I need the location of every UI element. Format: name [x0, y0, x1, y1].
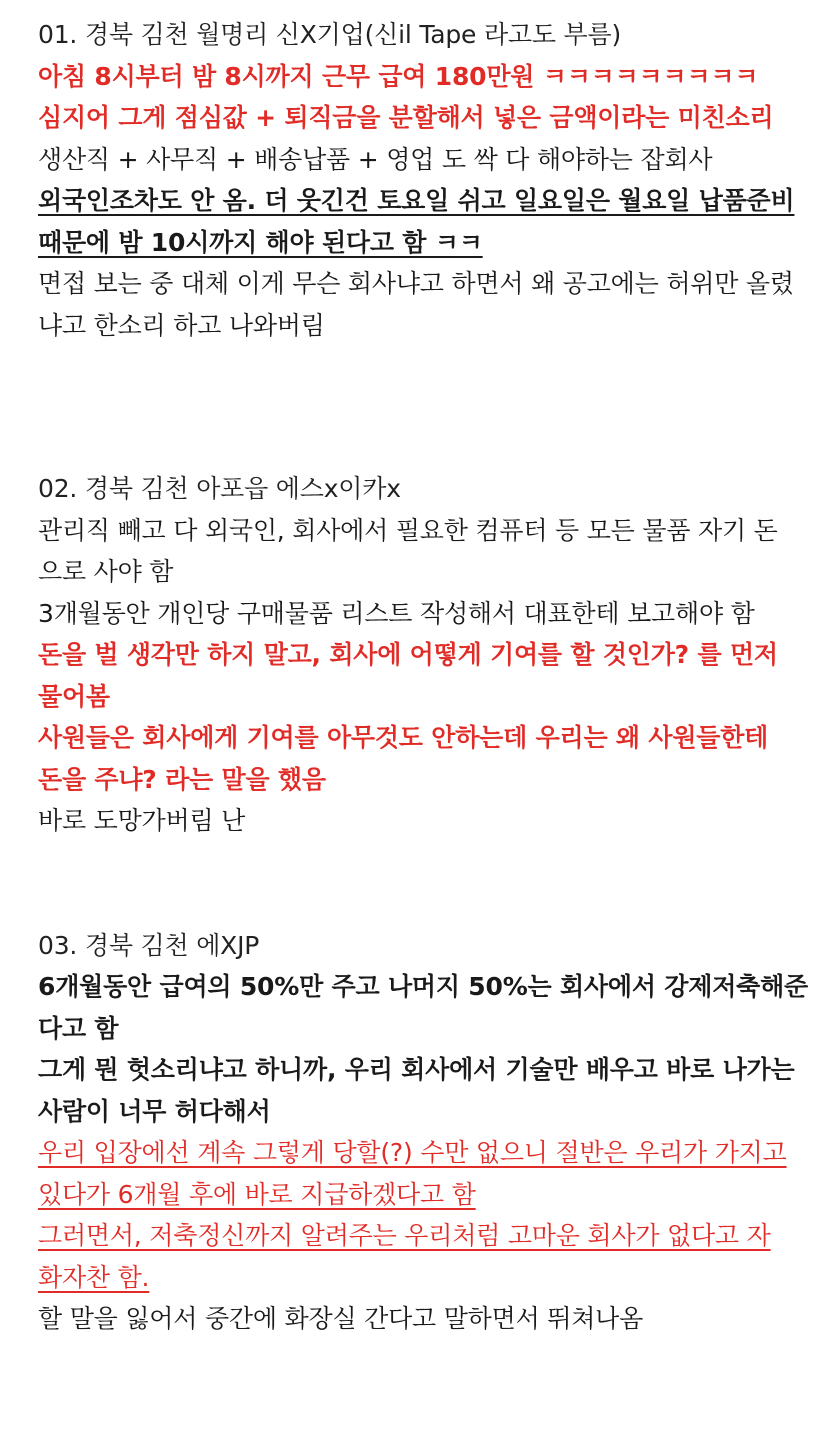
section-02-line: 바로 도망가버림 난: [38, 806, 246, 835]
section-03-line: 사람이 너무 허다해서: [38, 1096, 271, 1126]
section-03-line: 할 말을 잃어서 중간에 화장실 간다고 말하면서 뛰쳐나옴: [38, 1304, 644, 1333]
section-01: [38, 14, 808, 346]
section-02-line: 돈을 주냐? 라는 말을 했음: [38, 764, 326, 794]
section-02-line: 물어봄: [38, 681, 110, 711]
section-03-line: 다고 함: [38, 1013, 119, 1043]
section-02-heading: 02. 경북 김천 아포읍 에스x이카x: [38, 474, 401, 503]
section-01-heading: 01. 경북 김천 월명리 신X기업(신il Tape 라고도 부름): [38, 20, 622, 49]
section-03-line: 6개월동안 급여의 50%만 주고 나머지 50%는 회사에서 강제저축해준: [38, 972, 809, 1001]
section-01-line: 생산직 + 사무직 + 배송납품 + 영업 도 싹 다 해야하는 잡회사: [38, 144, 713, 174]
section-02-line: 관리직 빼고 다 외국인, 회사에서 필요한 컴퓨터 등 모든 물품 자기 돈: [38, 515, 778, 545]
section-03-line: 화자찬 함.: [38, 1262, 150, 1292]
section-03-line: 우리 입장에선 계속 그렇게 당할(?) 수만 없으니 절반은 우리가 가지고: [38, 1138, 787, 1167]
section-02-line: 으로 사야 함: [38, 557, 174, 586]
section-03: [38, 925, 808, 1340]
section-02: [38, 468, 808, 842]
section-01-line: 아침 8시부터 밤 8시까지 근무 급여 180만원 ㅋㅋㅋㅋㅋㅋㅋㅋㅋ: [38, 61, 759, 91]
section-03-line: 있다가 6개월 후에 바로 지급하겠다고 함: [38, 1179, 476, 1209]
section-03-line: 그게 뭔 헛소리냐고 하니까, 우리 회사에서 기술만 배우고 바로 나가는: [38, 1055, 795, 1084]
section-02-line: 사원들은 회사에게 기여를 아무것도 안하는데 우리는 왜 사원들한테: [38, 723, 769, 752]
section-spacer: [38, 346, 808, 468]
section-02-line: 돈을 벌 생각만 하지 말고, 회사에 어떻게 기여를 할 것인가? 를 먼저: [38, 640, 778, 669]
section-01-line: 심지어 그게 점심값 + 퇴직금을 분할해서 넣은 금액이라는 미친소리: [38, 103, 774, 132]
section-spacer: [38, 842, 808, 925]
section-03-line: 그러면서, 저축정신까지 알려주는 우리처럼 고마운 회사가 없다고 자: [38, 1221, 771, 1250]
section-02-line: 3개월동안 개인당 구매물품 리스트 작성해서 대표한테 보고해야 함: [38, 598, 755, 628]
section-03-heading: 03. 경북 김천 에XJP: [38, 930, 260, 960]
section-01-line: 면접 보는 중 대체 이게 무슨 회사냐고 하면서 왜 공고에는 허위만 올렸: [38, 269, 794, 298]
section-01-line: 외국인조차도 안 옴. 더 웃긴건 토요일 쉬고 일요일은 월요일 납품준비: [38, 186, 795, 215]
section-01-line: 냐고 한소리 하고 나와버림: [38, 310, 325, 340]
section-01-line: 때문에 밤 10시까지 해야 된다고 함 ㅋㅋ: [38, 227, 483, 257]
